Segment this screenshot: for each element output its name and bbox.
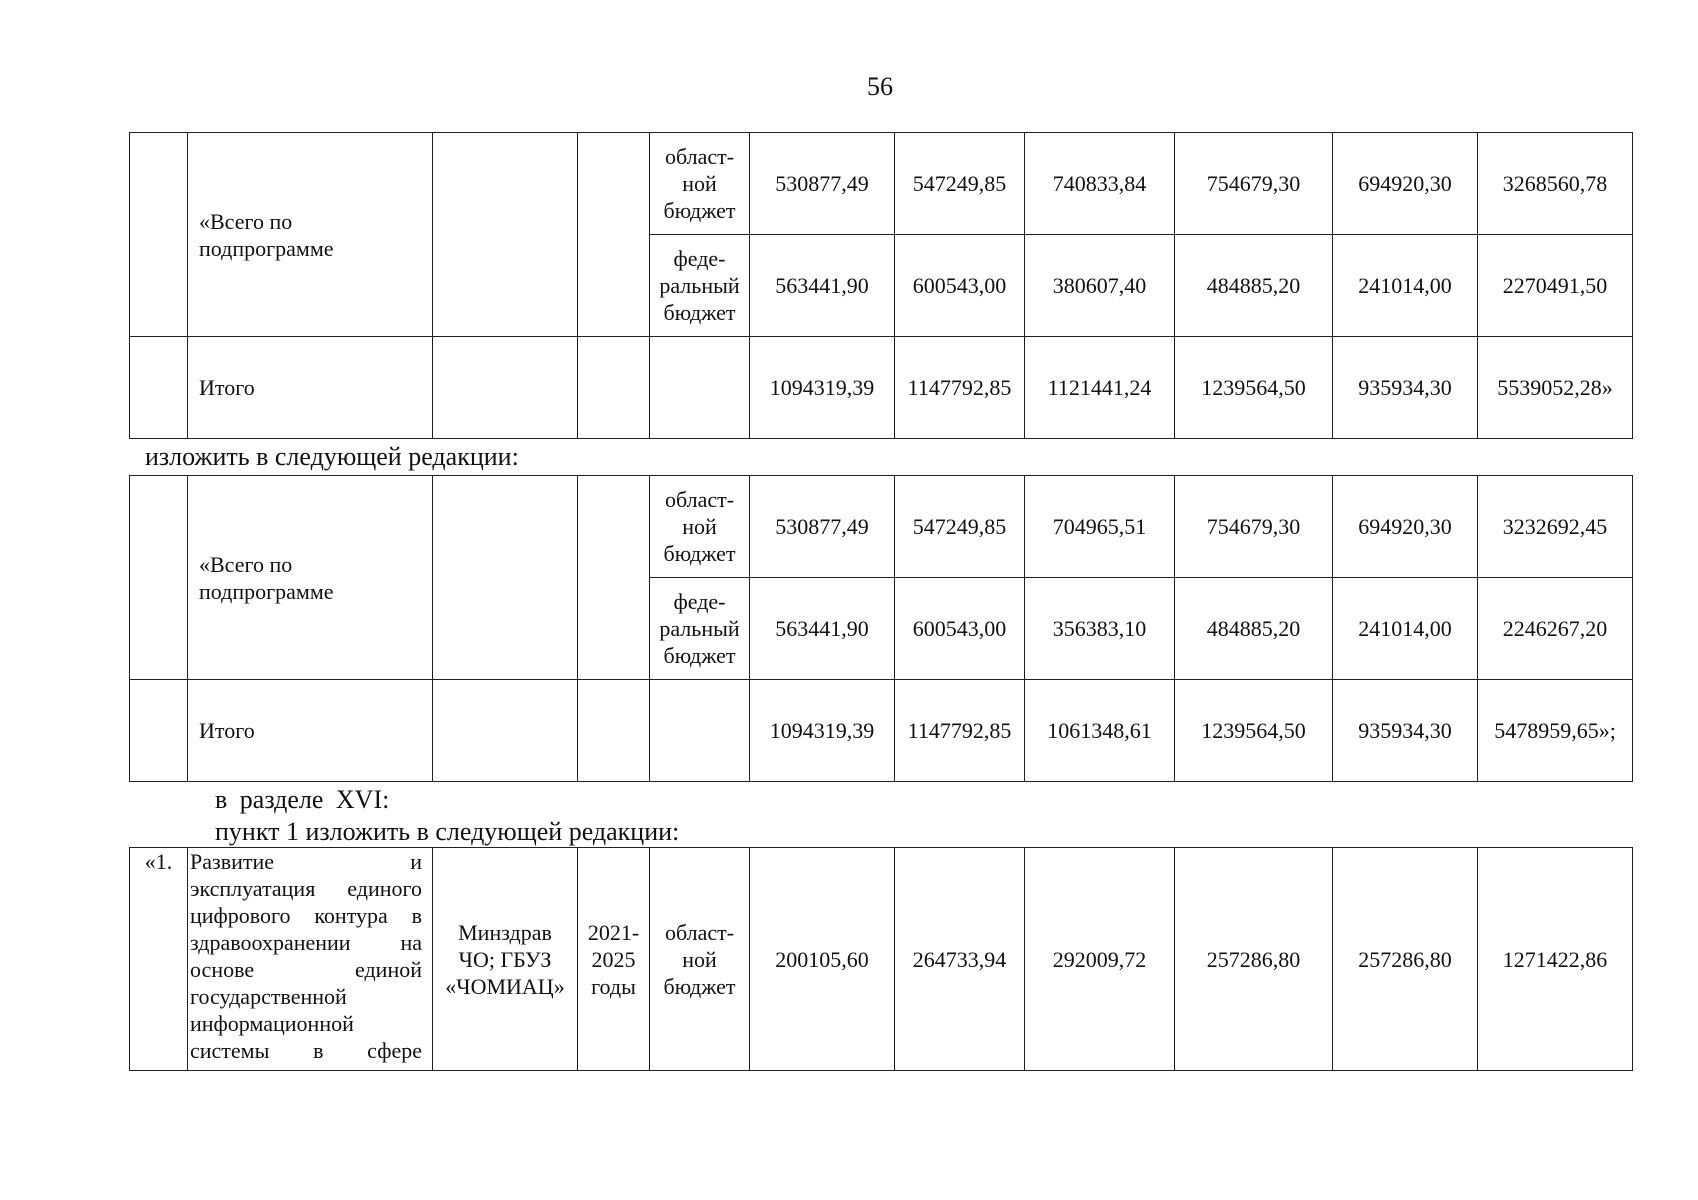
value-cell: 2246267,20: [1478, 578, 1633, 680]
value-cell: 1147792,85: [895, 680, 1025, 782]
event-name-cell: [188, 848, 433, 1071]
value-cell: 241014,00: [1333, 235, 1478, 337]
funding-source-cell: [650, 578, 750, 680]
value-cell: 563441,90: [750, 578, 895, 680]
funding-source-line: ной: [682, 171, 717, 196]
empty-cell: [650, 680, 750, 782]
event-name-line: информационной: [190, 1011, 354, 1036]
row-name: Итого: [199, 375, 255, 400]
funding-source-line: област-: [664, 487, 735, 512]
value-cell: 1121441,24: [1025, 337, 1175, 439]
empty-cell: [433, 133, 578, 337]
row-name: «Всего по подпрограмме: [199, 551, 334, 604]
value-cell: 3268560,78: [1478, 133, 1633, 235]
empty-cell: [130, 133, 188, 337]
value-cell: 530877,49: [750, 133, 895, 235]
value-cell: 1061348,61: [1025, 680, 1175, 782]
value-cell: 356383,10: [1025, 578, 1175, 680]
row-name-cell: [188, 337, 433, 439]
value-cell: 264733,94: [895, 848, 1025, 1071]
value-cell: 257286,80: [1333, 848, 1478, 1071]
funding-source-line: бюджет: [663, 198, 736, 223]
value-cell: 547249,85: [895, 133, 1025, 235]
event-name-line: Развитие и: [190, 849, 422, 874]
row-number: «1.: [144, 849, 173, 874]
budget-table-old: [129, 132, 1633, 439]
budget-table-new: [129, 475, 1633, 782]
funding-source-line: ральный: [659, 616, 740, 641]
row-name-cell: [188, 133, 433, 337]
table-row: [130, 133, 1633, 235]
funding-source-line: ной: [682, 946, 717, 972]
redaction-paragraph: изложить в следующей редакции:: [145, 442, 519, 471]
empty-cell: [130, 476, 188, 680]
empty-cell: [130, 680, 188, 782]
funding-source-line: феде-: [673, 589, 726, 614]
value-cell: 600543,00: [895, 235, 1025, 337]
value-cell: 484885,20: [1175, 578, 1333, 680]
value-cell: 1239564,50: [1175, 337, 1333, 439]
empty-cell: [130, 337, 188, 439]
row-name-cell: [188, 680, 433, 782]
value-cell: 292009,72: [1025, 848, 1175, 1071]
funding-source-cell: [650, 476, 750, 578]
funding-source-line: област-: [664, 144, 735, 169]
executor-cell: [433, 848, 578, 1071]
empty-cell: [578, 680, 650, 782]
point-paragraph: пункт 1 изложить в следующей редакции:: [215, 817, 680, 846]
row-name: Итого: [199, 718, 255, 743]
empty-cell: [578, 337, 650, 439]
empty-cell: [578, 133, 650, 337]
event-name-line: основе единой: [190, 957, 422, 982]
empty-cell: [433, 476, 578, 680]
value-cell: 694920,30: [1333, 476, 1478, 578]
value-cell: 484885,20: [1175, 235, 1333, 337]
funding-source-line: бюджет: [663, 643, 736, 668]
period-line: 2025: [591, 946, 636, 972]
empty-cell: [578, 476, 650, 680]
page-number: 56: [867, 72, 893, 101]
value-cell: 5539052,28»: [1478, 337, 1633, 439]
value-cell: 1239564,50: [1175, 680, 1333, 782]
event-name-line: эксплуатация единого: [190, 876, 422, 901]
value-cell: 2270491,50: [1478, 235, 1633, 337]
funding-source-cell: [650, 133, 750, 235]
value-cell: 5478959,65»;: [1478, 680, 1633, 782]
value-cell: 380607,40: [1025, 235, 1175, 337]
executor-line: Минздрав: [458, 919, 552, 945]
value-cell: 530877,49: [750, 476, 895, 578]
table-row: [130, 848, 1633, 1071]
row-name: «Всего по подпрограмме: [199, 208, 334, 261]
funding-source-line: ной: [682, 514, 717, 539]
funding-source-cell: [650, 848, 750, 1071]
funding-source-line: ральный: [659, 273, 740, 298]
event-name-line: государственной: [190, 984, 347, 1009]
value-cell: 935934,30: [1333, 680, 1478, 782]
funding-source-cell: [650, 235, 750, 337]
period-line: годы: [591, 973, 636, 999]
event-name-line: цифрового контура в: [190, 903, 422, 928]
value-cell: 3232692,45: [1478, 476, 1633, 578]
value-cell: 935934,30: [1333, 337, 1478, 439]
value-cell: 1147792,85: [895, 337, 1025, 439]
funding-source-line: бюджет: [663, 300, 736, 325]
value-cell: 694920,30: [1333, 133, 1478, 235]
value-cell: 547249,85: [895, 476, 1025, 578]
value-cell: 257286,80: [1175, 848, 1333, 1071]
row-number-cell: [130, 848, 188, 1071]
value-cell: 200105,60: [750, 848, 895, 1071]
event-name-line: системы в сфере: [190, 1038, 422, 1063]
value-cell: 740833,84: [1025, 133, 1175, 235]
value-cell: 600543,00: [895, 578, 1025, 680]
funding-source-line: бюджет: [663, 973, 736, 999]
executor-line: ЧО; ГБУЗ: [458, 946, 552, 972]
section-paragraph: в разделе XVI:: [215, 785, 390, 814]
value-cell: 704965,51: [1025, 476, 1175, 578]
table-row: [130, 476, 1633, 578]
value-cell: 1094319,39: [750, 680, 895, 782]
table-row: [130, 337, 1633, 439]
funding-source-line: бюджет: [663, 541, 736, 566]
value-cell: 1094319,39: [750, 337, 895, 439]
empty-cell: [433, 337, 578, 439]
event-name-line: здравоохранении на: [190, 930, 422, 955]
row-name-cell: [188, 476, 433, 680]
empty-cell: [433, 680, 578, 782]
table-row: [130, 680, 1633, 782]
empty-cell: [650, 337, 750, 439]
value-cell: 754679,30: [1175, 133, 1333, 235]
period-line: 2021-: [587, 919, 640, 945]
value-cell: 563441,90: [750, 235, 895, 337]
funding-source-line: област-: [664, 919, 735, 945]
funding-source-line: феде-: [673, 246, 726, 271]
program-event-table: [129, 847, 1633, 1071]
period-cell: [578, 848, 650, 1071]
value-cell: 754679,30: [1175, 476, 1333, 578]
value-cell: 241014,00: [1333, 578, 1478, 680]
value-cell: 1271422,86: [1478, 848, 1633, 1071]
executor-line: «ЧОМИАЦ»: [445, 973, 565, 999]
